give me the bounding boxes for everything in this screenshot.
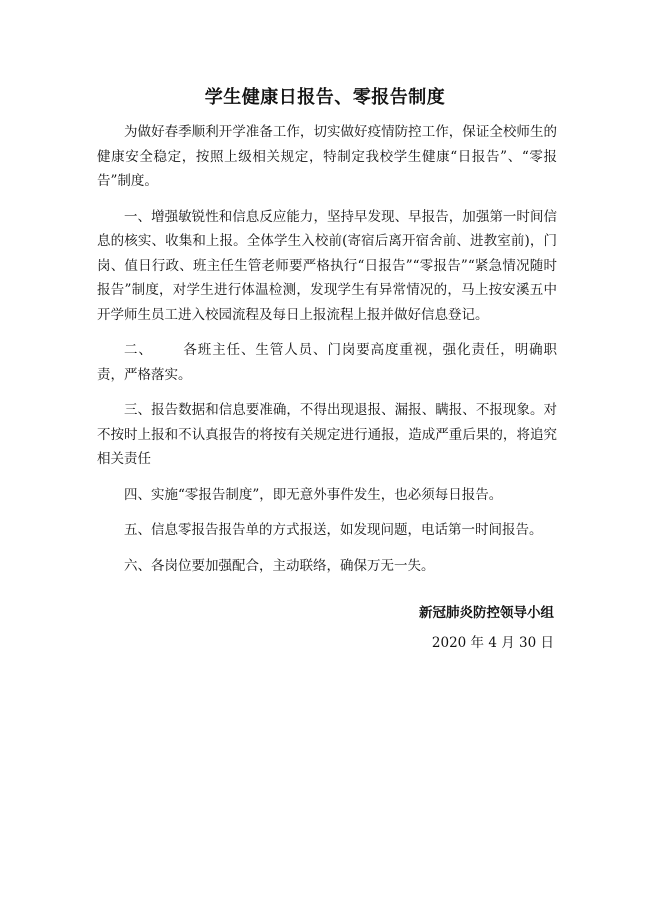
section-three-paragraph: 三、报告数据和信息要准确，不得出现退报、漏报、瞒报、不报现象。对不按时上报和不认真报告的将按有关规定进行通报，造成严重后果的，将追究相关责任 <box>97 402 557 467</box>
signature-date: 2020 年 4 月 30 日 <box>431 635 554 651</box>
section-six-paragraph: 六、各岗位要加强配合，主动联络，确保万无一失。 <box>124 557 435 574</box>
section-five-paragraph: 五、信息零报告报告单的方式报送，如发现问题，电话第一时间报告。 <box>124 522 543 538</box>
section-two-prefix: 二、 <box>124 342 153 358</box>
section-four-paragraph: 四、实施“零报告制度”，即无意外事件发生，也必须每日报告。 <box>124 486 503 503</box>
signature-block <box>419 598 554 658</box>
signature-organization: 新冠肺炎防控领导小组 <box>419 605 554 621</box>
section-two-paragraph <box>97 338 557 387</box>
intro-paragraph: 为做好春季顺利开学准备工作，切实做好疫情防控工作，保证全校师生的健康安全稳定，按照上级相关规定，特制定我校学生健康“日报告”、“零报告”制度。 <box>97 124 557 189</box>
section-one-paragraph: 一、增强敏锐性和信息反应能力，坚持早发现、早报告，加强第一时间信息的核实、收集和上报。全体学生入校前(寄宿后离开宿舍前、进教室前)，门岗、值日行政、班主任生管老师要严格执行“日报告”“零报告”“紧急情况随时报告”制度，对学生进行体温检测，发现学生有异常情况的，马上按安溪五中开学师生员工进入校园流程及每日上报流程上报并做好信息登记。 <box>97 208 557 323</box>
document-body <box>97 120 557 589</box>
section-two-text: 各班主任、生管人员、门岗要高度重视，强化责任，明确职责，严格落实。 <box>97 342 558 383</box>
document-title: 学生健康日报告、零报告制度 <box>204 87 446 108</box>
